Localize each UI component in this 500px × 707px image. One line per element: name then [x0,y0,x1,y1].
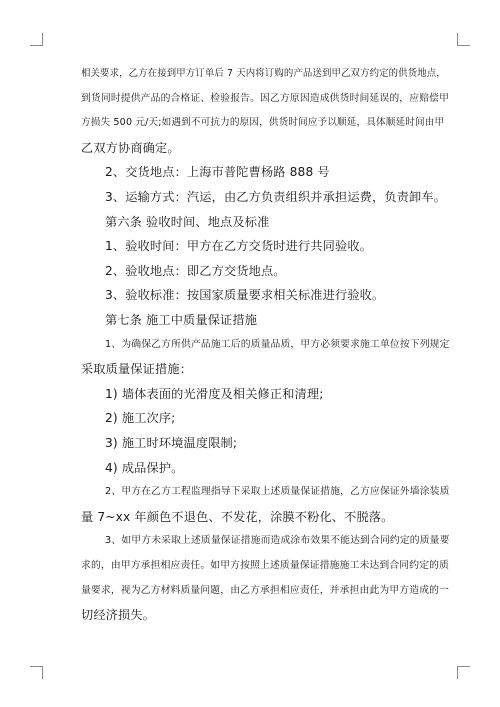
text-line: 乙双方协商确定。 [81,140,180,155]
crop-mark-bottom-left [30,666,43,679]
section-heading: 第七条 施工中质量保证措施 [105,313,258,327]
text-line: 2、验收地点：即乙方交货地点。 [105,263,286,278]
text-line: 2) 施工次序; [105,411,176,426]
text-line: 量 7~xx 年颜色不退色、不发花，涂膜不粉化、不脱落。 [81,509,394,524]
section-heading: 第六条 验收时间、地点及标准 [105,214,270,229]
crop-mark-top-left [30,33,43,46]
text-line: 4) 成品保护。 [105,460,184,475]
text-line: 量要求，视为乙方材料质量问题，由乙方承担相应责任，并承担由此为甲方造成的一 [81,584,450,596]
text-line: 3、如甲方未采取上述质量保证措施而造成涂布效果不能达到合同约定的质量要 [105,535,450,547]
text-line: 方损失 500 元/天;如遇到不可抗力的原因，供货时间应予以顺延，具体顺延时间由甲 [81,117,445,129]
text-line: 相关要求，乙方在接到甲方订单后 7 天内将订购的产品送到甲乙双方约定的供货地点， [81,68,446,79]
text-line: 求的，由甲方承担相应责任。如甲方按照上述质量保证措施施工未达到合同约定的质 [81,560,450,571]
crop-mark-bottom-right [457,666,470,679]
text-line: 切经济损失。 [81,608,156,623]
text-line: 3、运输方式：汽运，由乙方负责组织并承担运费，负责卸车。 [105,190,447,204]
crop-mark-top-right [457,33,470,46]
text-line: 1) 墙体表面的光滑度及相关修正和清理; [105,386,324,401]
text-line: 采取质量保证措施： [81,362,193,377]
text-line: 3、验收标准：按国家质量要求相关标准进行验收。 [105,288,385,303]
text-line: 3) 施工时环境温度限制; [105,436,238,450]
text-line: 到货同时提供产品的合格证、检验报告。因乙方原因造成供货时间延误的，应赔偿甲 [81,92,450,104]
text-line: 1、为确保乙方所供产品施工后的质量品质，甲方必须要求施工单位按下列规定 [105,338,450,350]
text-line: 1、验收时间：甲方在乙方交货时进行共同验收。 [105,239,372,254]
text-line: 2、甲方在乙方工程监理指导下采取上述质量保证措施，乙方应保证外墙涂装质 [105,486,450,498]
text-line: 2、交货地点：上海市普陀曹杨路 888 号 [105,165,330,180]
